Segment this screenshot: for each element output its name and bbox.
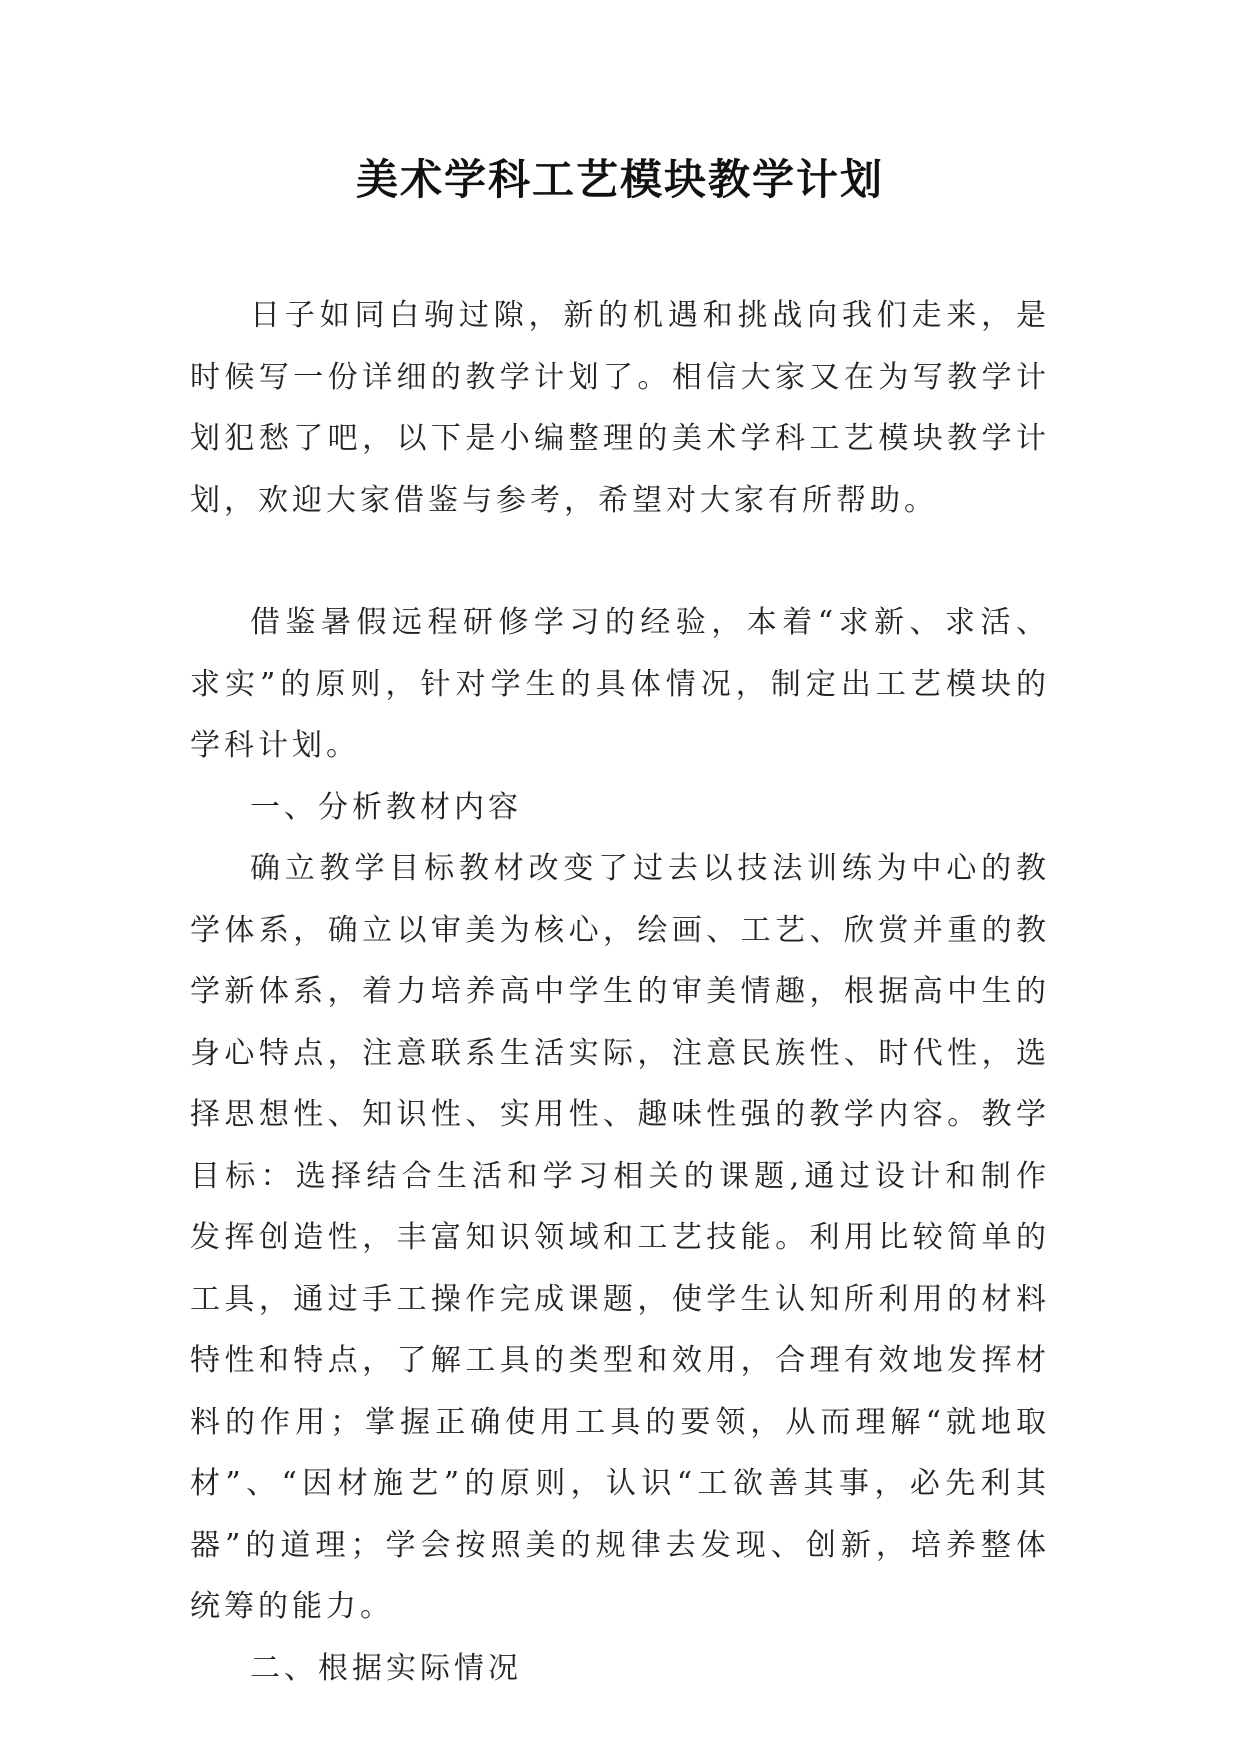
section-heading-1: 一、分析教材内容 (250, 789, 522, 825)
document-title: 美术学科工艺模块教学计划 (355, 155, 884, 204)
paragraph-gap (190, 531, 1050, 592)
principle-paragraph: 借鉴暑假远程研修学习的经验，本着“求新、求活、求实”的原则，针对学生的具体情况，制定出工艺模块的学科计划。 (190, 605, 1050, 763)
section-heading-2: 二、根据实际情况 (250, 1650, 522, 1686)
intro-paragraph: 日子如同白驹过隙，新的机遇和挑战向我们走来，是时候写一份详细的教学计划了。相信大家又在为写教学计划犯愁了吧，以下是小编整理的美术学科工艺模块教学计划，欢迎大家借鉴与参考，希望对大家有所帮助。 (190, 298, 1050, 518)
document-body (190, 285, 1050, 1699)
goals-paragraph: 确立教学目标教材改变了过去以技法训练为中心的教学体系，确立以审美为核心，绘画、工艺、欣赏并重的教学新体系，着力培养高中学生的审美情趣，根据高中生的身心特点，注意联系生活实际，注意民族性、时代性，选择思想性、知识性、实用性、趣味性强的教学内容。教学目标：选择结合生活和学习相关的课题,通过设计和制作发挥创造性，丰富知识领域和工艺技能。利用比较简单的工具，通过手工操作完成课题，使学生认知所利用的材料特性和特点，了解工具的类型和效用，合理有效地发挥材料的作用；掌握正确使用工具的要领，从而理解“就地取材”、“因材施艺”的原则，认识“工欲善其事，必先利其器”的道理；学会按照美的规律去发现、创新，培养整体统筹的能力。 (190, 851, 1050, 1624)
